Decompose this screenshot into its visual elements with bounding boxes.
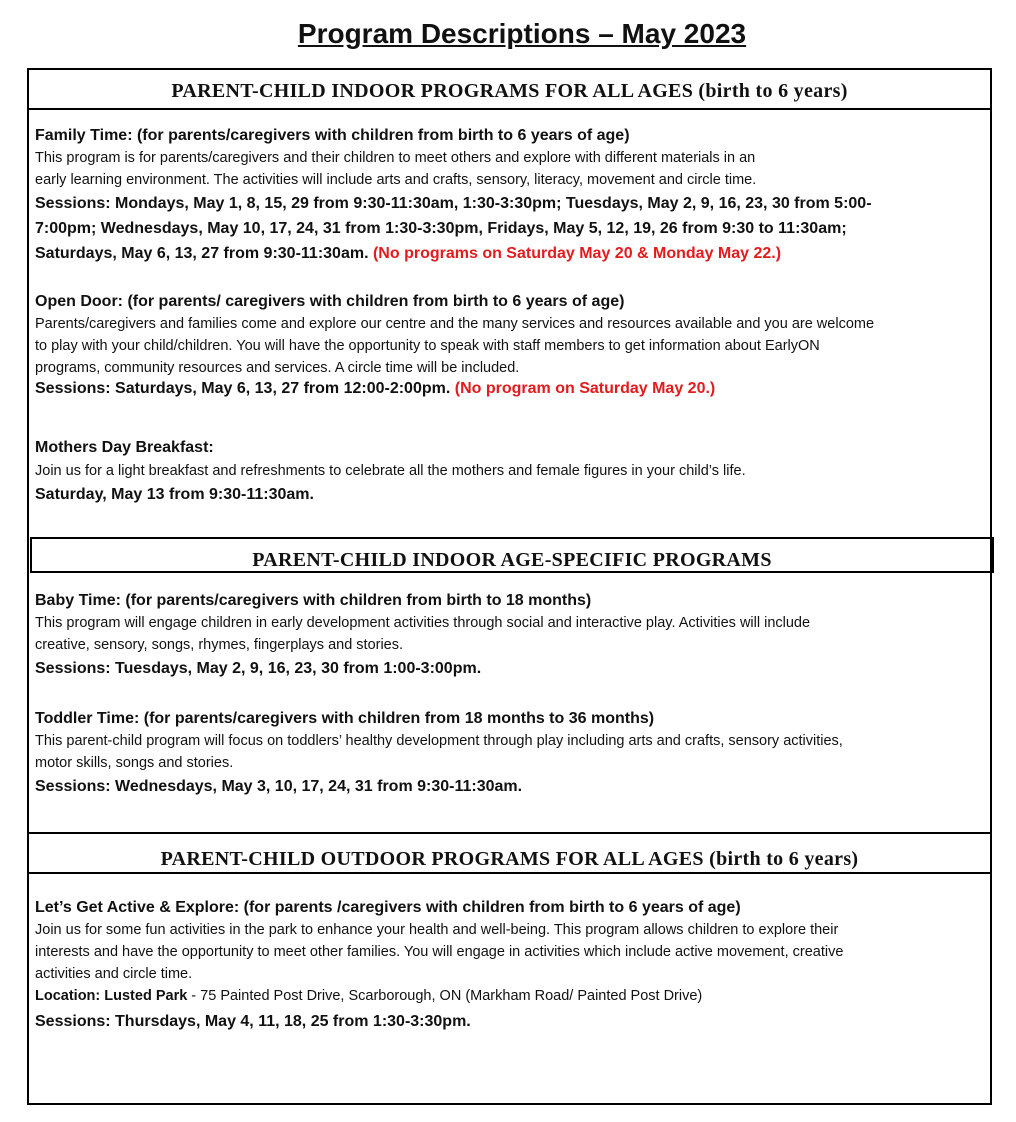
program-sessions-line: Sessions: Wednesdays, May 3, 10, 17, 24, 31 from 9:30-11:30am. bbox=[35, 778, 523, 795]
section-heading-indoor-all-ages: PARENT-CHILD INDOOR PROGRAMS FOR ALL AGES (birth to 6 years) bbox=[27, 68, 992, 110]
program-description-line: to play with your child/children. You will have the opportunity to speak with staff members to get information about EarlyON bbox=[35, 338, 820, 354]
program-cancellation-note: (No program on Saturday May 20.) bbox=[454, 380, 716, 397]
section-heading-outdoor-all-ages: PARENT-CHILD OUTDOOR PROGRAMS FOR ALL AGES (birth to 6 years) bbox=[27, 832, 992, 874]
program-name: Mothers Day Breakfast: bbox=[35, 439, 214, 456]
program-description-line: Parents/caregivers and families come and explore our centre and the many services and resources available and you are welcome bbox=[35, 316, 875, 332]
program-name: Let’s Get Active & Explore: (for parents /caregivers with children from birth to 6 years of age) bbox=[35, 899, 741, 916]
program-sessions-line: Sessions: Mondays, May 1, 8, 15, 29 from 9:30-11:30am, 1:30-3:30pm; Tuesdays, May 2, 9, 16, 23, 30 from 5:00- bbox=[35, 195, 872, 212]
program-name: Family Time: (for parents/caregivers with children from birth to 6 years of age) bbox=[35, 127, 630, 144]
program-description-line: Join us for a light breakfast and refreshments to celebrate all the mothers and female figures in your child’s life. bbox=[35, 463, 746, 479]
program-sessions-text: Sessions: Saturdays, May 6, 13, 27 from 12:00-2:00pm. bbox=[35, 380, 451, 397]
program-description-line: This program will engage children in early development activities through social and interactive play. Activities will include bbox=[35, 615, 811, 631]
program-active-explore bbox=[35, 897, 983, 1037]
program-family-time bbox=[35, 125, 983, 266]
section-heading-indoor-age-specific: PARENT-CHILD INDOOR AGE-SPECIFIC PROGRAMS bbox=[30, 537, 994, 573]
program-name: Baby Time: (for parents/caregivers with children from birth to 18 months) bbox=[35, 592, 592, 609]
program-description-line: interests and have the opportunity to meet other families. You will engage in activities which include active movement, creative bbox=[35, 944, 844, 960]
program-open-door bbox=[35, 291, 983, 399]
program-location bbox=[35, 985, 983, 1007]
program-location-label: Location: Lusted Park bbox=[35, 988, 188, 1004]
program-name: Toddler Time: (for parents/caregivers with children from 18 months to 36 months) bbox=[35, 710, 655, 727]
program-sessions-line: Sessions: Thursdays, May 4, 11, 18, 25 from 1:30-3:30pm. bbox=[35, 1013, 471, 1030]
program-description-line: creative, sensory, songs, rhymes, fingerplays and stories. bbox=[35, 637, 404, 653]
program-toddler-time bbox=[35, 708, 983, 799]
program-description-line: early learning environment. The activities will include arts and crafts, sensory, literacy, movement and circle time. bbox=[35, 172, 757, 188]
program-sessions-line bbox=[35, 241, 983, 266]
page-title: Program Descriptions – May 2023 bbox=[297, 18, 747, 49]
program-description-line: activities and circle time. bbox=[35, 966, 193, 982]
program-name: Open Door: (for parents/ caregivers with children from birth to 6 years of age) bbox=[35, 293, 625, 310]
program-description-line: This parent-child program will focus on toddlers’ healthy development through play including arts and crafts, sensory activities, bbox=[35, 733, 843, 749]
program-location-address: - 75 Painted Post Drive, Scarborough, ON (Markham Road/ Painted Post Drive) bbox=[187, 988, 703, 1004]
program-sessions-text: Saturdays, May 6, 13, 27 from 9:30-11:30am. bbox=[35, 245, 369, 262]
program-description-line: Join us for some fun activities in the park to enhance your health and well-being. This program allows children to explore their bbox=[35, 922, 839, 938]
program-description-line: motor skills, songs and stories. bbox=[35, 755, 234, 771]
program-description-line: programs, community resources and services. A circle time will be included. bbox=[35, 360, 520, 376]
program-sessions-line: Saturday, May 13 from 9:30-11:30am. bbox=[35, 486, 314, 503]
program-sessions-line: 7:00pm; Wednesdays, May 10, 17, 24, 31 from 1:30-3:30pm, Fridays, May 5, 12, 19, 26 from 9:30 to 11:30am; bbox=[35, 220, 847, 237]
program-sessions-line bbox=[35, 379, 983, 399]
program-sessions-line: Sessions: Tuesdays, May 2, 9, 16, 23, 30 from 1:00-3:00pm. bbox=[35, 660, 482, 677]
program-baby-time bbox=[35, 590, 983, 681]
program-description-line: This program is for parents/caregivers and their children to meet others and explore with different materials in an bbox=[35, 150, 756, 166]
program-mothers-day-breakfast bbox=[35, 435, 983, 507]
program-cancellation-note: (No programs on Saturday May 20 & Monday May 22.) bbox=[372, 245, 782, 262]
